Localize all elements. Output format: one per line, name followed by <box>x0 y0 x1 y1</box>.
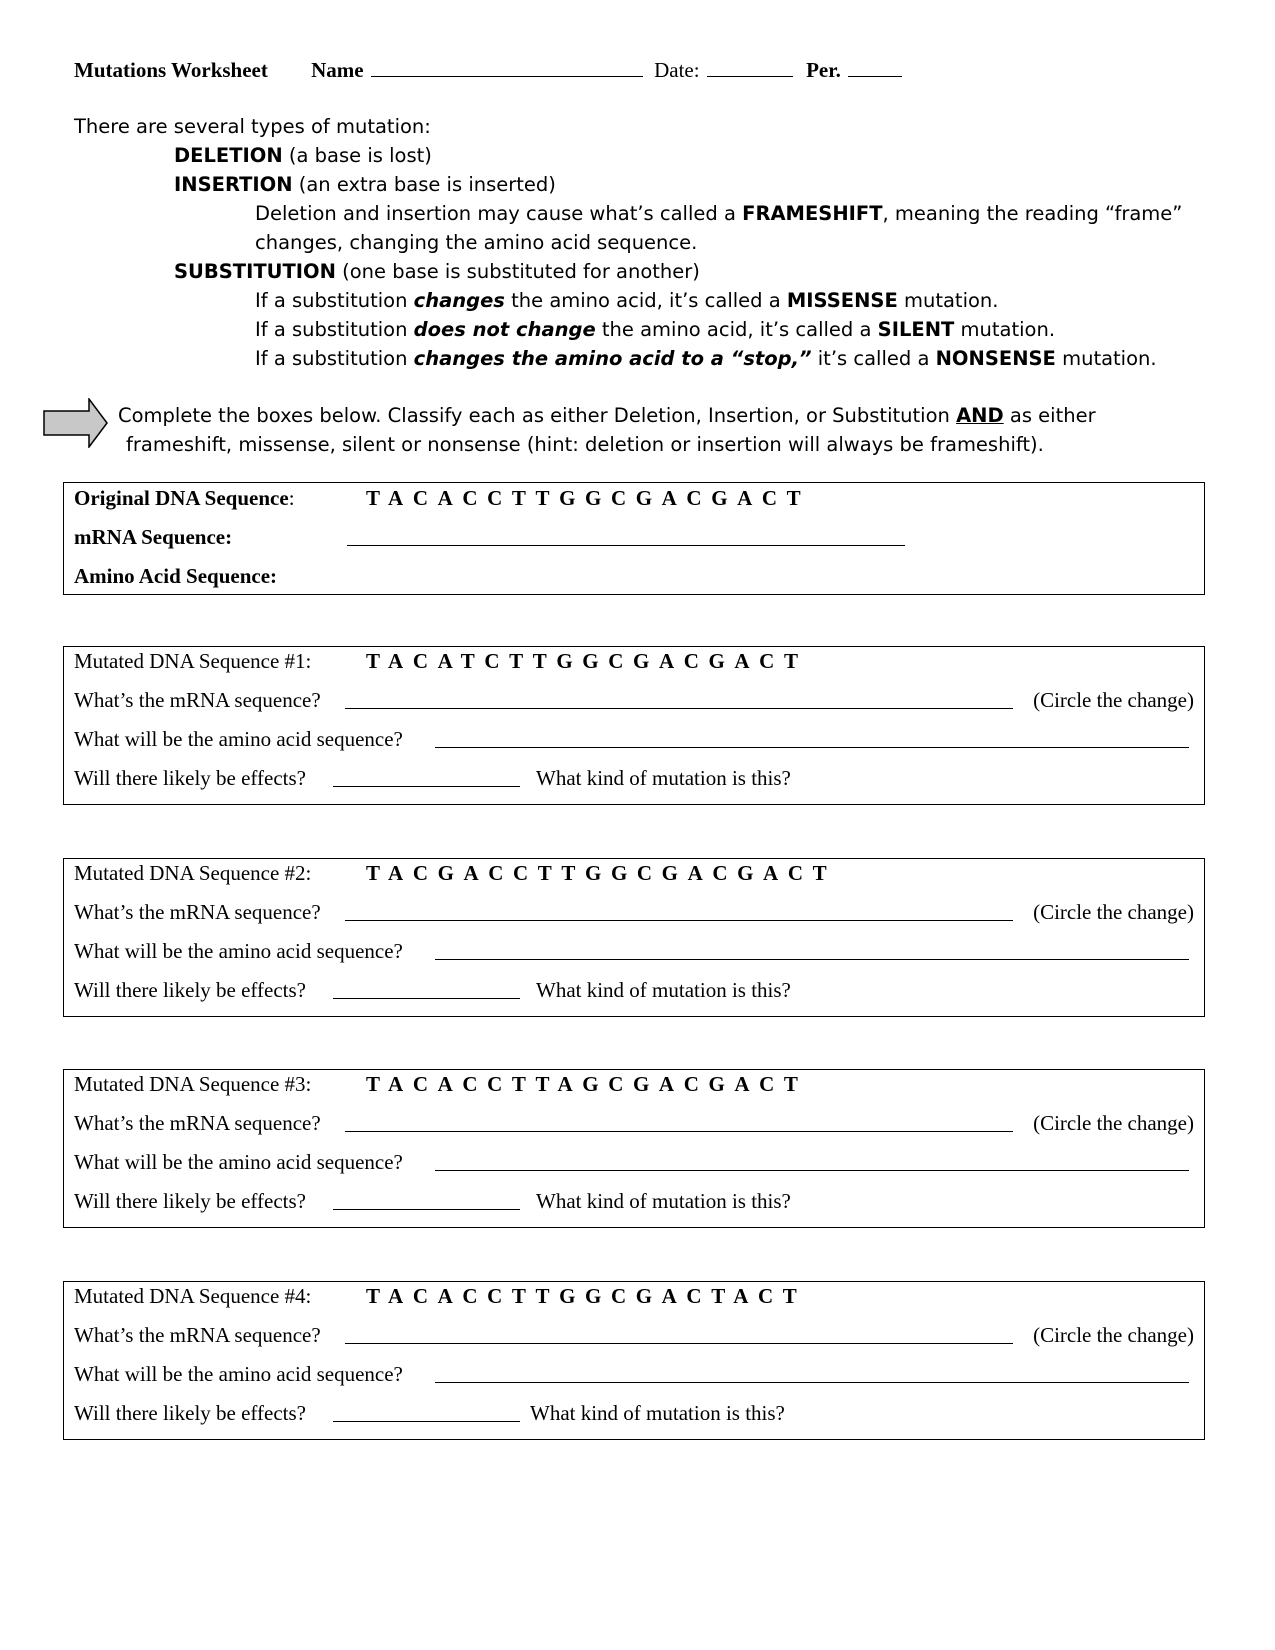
insertion-desc: (an extra base is inserted) <box>292 173 556 196</box>
mutation-label: Mutated DNA Sequence #1: <box>74 649 312 673</box>
missense-text-c: mutation. <box>897 289 999 312</box>
missense-text-a: If a substitution <box>255 289 414 312</box>
mutation-box-4 <box>63 1281 1205 1440</box>
insertion-definition <box>74 170 1182 199</box>
effects-question: Will there likely be effects? <box>74 978 306 1002</box>
effects-question: Will there likely be effects? <box>74 766 306 790</box>
frameshift-definition <box>74 199 1182 228</box>
substitution-desc: (one base is substituted for another) <box>335 260 700 283</box>
silent-definition <box>74 315 1182 344</box>
silent-emphasis: does not change <box>413 318 596 341</box>
effects-answer-line[interactable] <box>333 1421 520 1422</box>
substitution-term: SUBSTITUTION <box>174 260 336 283</box>
silent-text-c: mutation. <box>954 318 1056 341</box>
mrna-answer-line[interactable] <box>345 1131 1013 1132</box>
nonsense-definition <box>74 344 1182 373</box>
effects-answer-line[interactable] <box>333 998 520 999</box>
amino-acid-question: What will be the amino acid sequence? <box>74 727 403 751</box>
mrna-answer-line[interactable] <box>345 708 1013 709</box>
silent-text-b: the amino acid, it’s called a <box>595 318 878 341</box>
period-label: Per. <box>806 58 841 82</box>
mutation-box-1 <box>63 646 1205 805</box>
original-dna-label-text: Original DNA Sequence <box>74 486 289 510</box>
mrna-label: mRNA Sequence: <box>74 525 233 549</box>
deletion-desc: (a base is lost) <box>282 144 432 167</box>
mutated-dna-sequence: TACGACCTTGGCGACGACT <box>366 861 837 885</box>
nonsense-term: NONSENSE <box>935 347 1056 370</box>
mutated-dna-sequence: TACATCTTGGCGACGACT <box>366 649 808 673</box>
instructions <box>118 401 1096 459</box>
worksheet-title: Mutations Worksheet <box>74 58 268 82</box>
effects-question: Will there likely be effects? <box>74 1189 306 1213</box>
mrna-question: What’s the mRNA sequence? <box>74 1323 321 1347</box>
mutation-label: Mutated DNA Sequence #3: <box>74 1072 312 1096</box>
missense-definition <box>74 286 1182 315</box>
nonsense-text-b: it’s called a <box>811 347 936 370</box>
instructions-text-a: Complete the boxes below. Classify each as either Deletion, Insertion, or Substitution <box>118 404 957 427</box>
amino-acid-label: Amino Acid Sequence: <box>74 564 278 588</box>
mutation-kind-question: What kind of mutation is this? <box>536 978 791 1002</box>
mutated-dna-sequence: TACACCTTGGCGACTACT <box>366 1284 807 1308</box>
instructions-text-b: as either <box>1003 404 1096 427</box>
frameshift-term: FRAMESHIFT <box>742 202 883 225</box>
intro-lead: There are several types of mutation: <box>74 115 431 138</box>
deletion-term: DELETION <box>174 144 283 167</box>
original-dna-sequence: TACACCTTGGCGACGACT <box>366 486 811 510</box>
instructions-line-2: frameshift, missense, silent or nonsense (hint: deletion or insertion will always be frameshift). <box>126 433 1044 456</box>
insertion-term: INSERTION <box>174 173 293 196</box>
frameshift-text-a: Deletion and insertion may cause what’s called a <box>255 202 743 225</box>
frameshift-text-b: , meaning the reading “frame” <box>882 202 1183 225</box>
mrna-question: What’s the mRNA sequence? <box>74 1111 321 1135</box>
missense-text-b: the amino acid, it’s called a <box>504 289 787 312</box>
effects-answer-line[interactable] <box>333 786 520 787</box>
name-label: Name <box>311 58 364 82</box>
right-arrow-icon <box>43 398 109 448</box>
nonsense-text-a: If a substitution <box>255 347 414 370</box>
amino-acid-question: What will be the amino acid sequence? <box>74 1150 403 1174</box>
mutation-types-intro <box>74 112 1182 373</box>
original-sequence-box <box>63 482 1205 595</box>
circle-the-change-note: (Circle the change) <box>1033 1111 1194 1135</box>
amino-acid-question: What will be the amino acid sequence? <box>74 1362 403 1386</box>
mutation-label: Mutated DNA Sequence #2: <box>74 861 312 885</box>
name-field[interactable] <box>371 58 643 77</box>
silent-term: SILENT <box>877 318 955 341</box>
original-dna-colon: : <box>288 486 295 510</box>
nonsense-emphasis: changes the amino acid to a “stop,” <box>413 347 812 370</box>
date-label: Date: <box>654 58 700 82</box>
deletion-definition <box>74 141 1182 170</box>
instructions-and: AND <box>956 404 1004 427</box>
amino-acid-answer-line[interactable] <box>435 959 1189 960</box>
original-dna-label <box>74 486 295 511</box>
effects-question: Will there likely be effects? <box>74 1401 306 1425</box>
missense-emphasis: changes <box>413 289 505 312</box>
mrna-answer-line[interactable] <box>345 920 1013 921</box>
mrna-answer-line[interactable] <box>347 545 905 546</box>
substitution-definition <box>74 257 1182 286</box>
mutation-kind-question: What kind of mutation is this? <box>530 1401 785 1425</box>
mutation-label: Mutated DNA Sequence #4: <box>74 1284 312 1308</box>
mutation-kind-question: What kind of mutation is this? <box>536 766 791 790</box>
mrna-answer-line[interactable] <box>345 1343 1013 1344</box>
silent-text-a: If a substitution <box>255 318 414 341</box>
effects-answer-line[interactable] <box>333 1209 520 1210</box>
period-field[interactable] <box>848 58 902 77</box>
mutation-box-3 <box>63 1069 1205 1228</box>
amino-acid-answer-line[interactable] <box>435 1382 1189 1383</box>
circle-the-change-note: (Circle the change) <box>1033 688 1194 712</box>
amino-acid-answer-line[interactable] <box>435 1170 1189 1171</box>
mutation-box-2 <box>63 858 1205 1017</box>
mrna-question: What’s the mRNA sequence? <box>74 688 321 712</box>
amino-acid-question: What will be the amino acid sequence? <box>74 939 403 963</box>
circle-the-change-note: (Circle the change) <box>1033 900 1194 924</box>
date-field[interactable] <box>707 58 793 77</box>
mutated-dna-sequence: TACACCTTAGCGACGACT <box>366 1072 808 1096</box>
missense-term: MISSENSE <box>786 289 898 312</box>
mrna-question: What’s the mRNA sequence? <box>74 900 321 924</box>
circle-the-change-note: (Circle the change) <box>1033 1323 1194 1347</box>
mutation-kind-question: What kind of mutation is this? <box>536 1189 791 1213</box>
worksheet-header <box>74 58 904 83</box>
nonsense-text-c: mutation. <box>1055 347 1157 370</box>
frameshift-definition-cont: changes, changing the amino acid sequence. <box>255 231 698 254</box>
amino-acid-answer-line[interactable] <box>435 747 1189 748</box>
instructions-line-1 <box>118 401 1096 430</box>
